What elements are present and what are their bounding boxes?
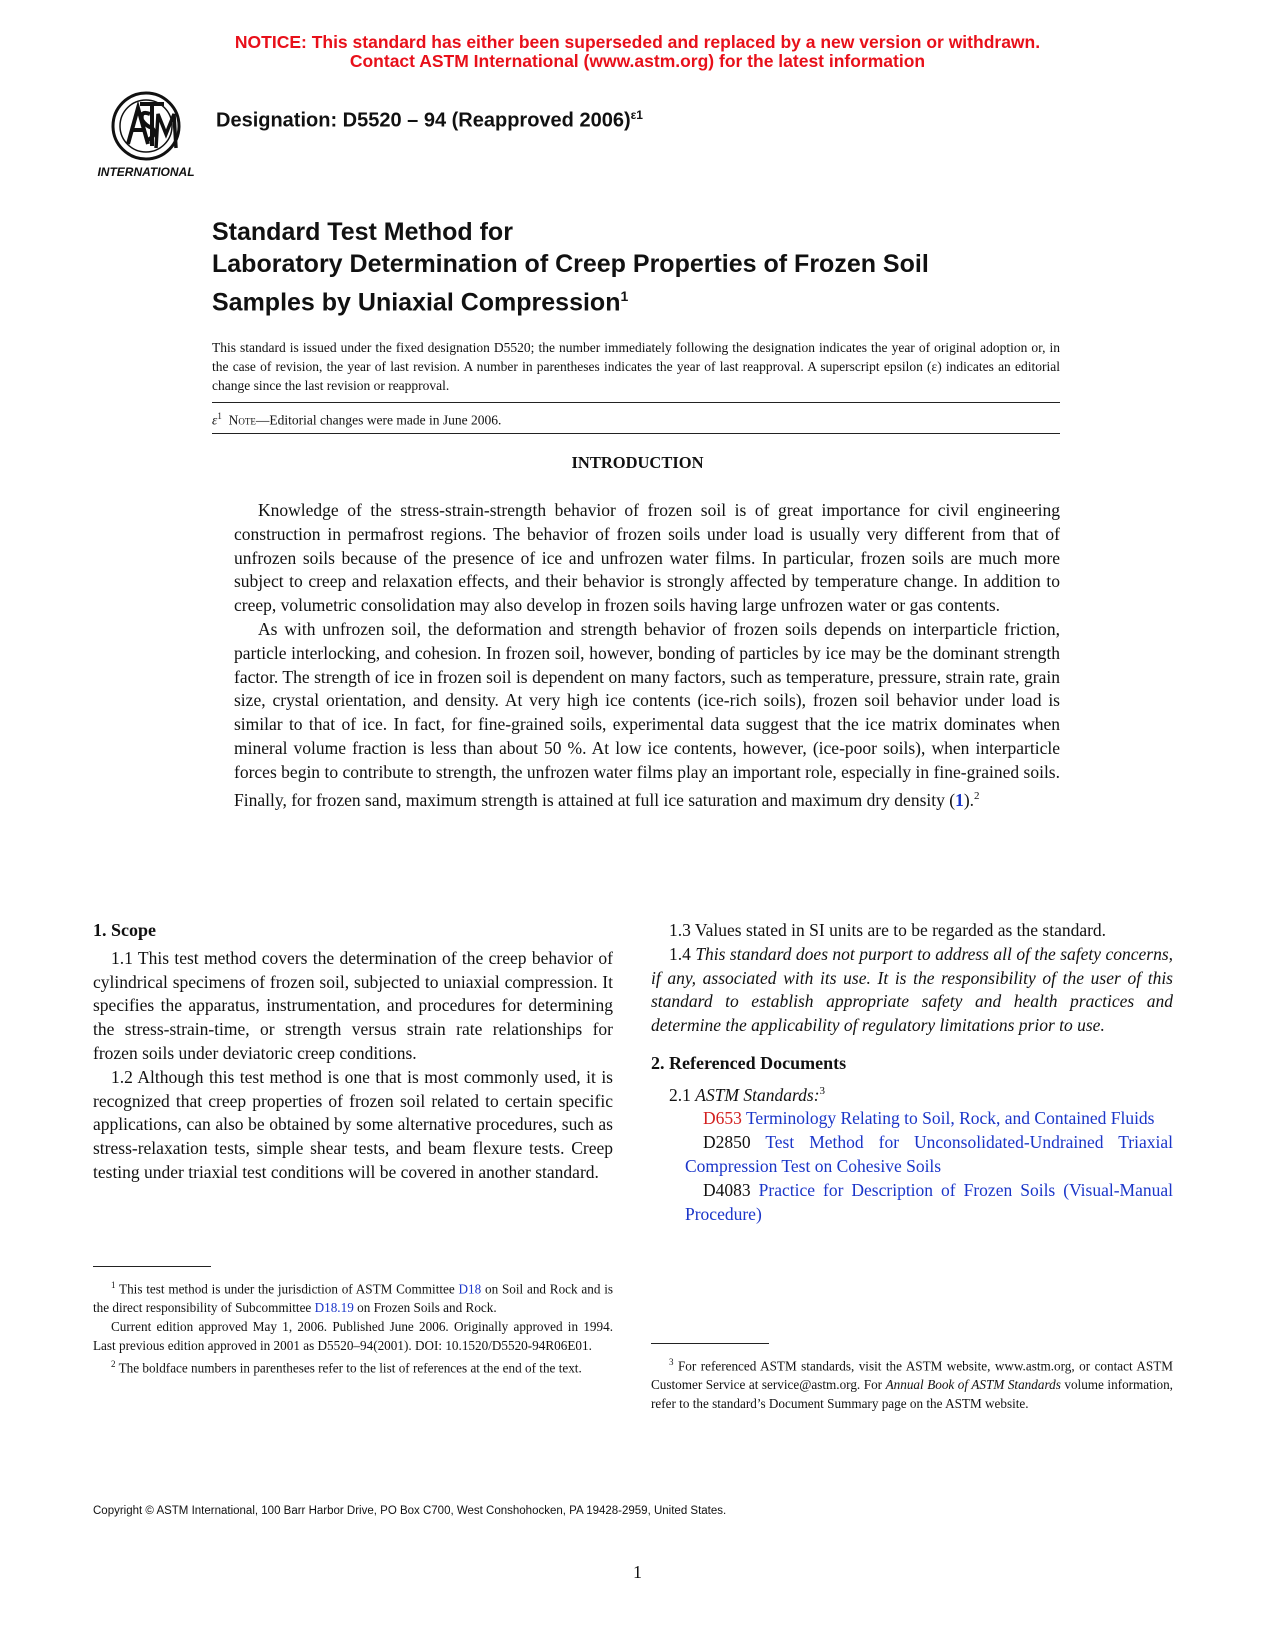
section-1-4-number: 1.4 — [669, 943, 691, 964]
divider-top — [212, 402, 1060, 403]
footnote-3 — [651, 1353, 1173, 1413]
note-text: —Editorial changes were made in June 2006. — [255, 412, 502, 428]
section-1-4 — [651, 943, 1173, 1038]
title-line-3: Samples by Uniaxial Compression — [212, 288, 621, 317]
footnote-rule-left — [93, 1266, 211, 1267]
title-line-1: Standard Test Method for — [212, 218, 513, 246]
introduction-heading: INTRODUCTION — [571, 453, 704, 472]
section-2-1 — [651, 1080, 1173, 1108]
epsilon-note — [212, 411, 501, 429]
intro-paragraph-2 — [234, 618, 1060, 812]
reference-title-link[interactable]: Practice for Description of Frozen Soils (Visual-Manual Procedure) — [685, 1179, 1173, 1224]
issuance-statement: This standard is issued under the fixed designation D5520; the number immediately following the designation indicates the year of original adoption or, in the case of revision, the year of last revision. A number in parentheses indicates the year of last reapproval. A superscript epsilon (ε) indicates an editorial change since the last revision or reapproval. — [212, 340, 1060, 393]
reference-link-1[interactable]: 1 — [955, 789, 964, 810]
designation — [216, 108, 643, 133]
footnote-rule-right — [651, 1343, 769, 1344]
reference-code[interactable]: D653 — [703, 1108, 742, 1129]
reference-item — [651, 1179, 1173, 1227]
designation-label: Designation: D5520 – 94 (Reapproved 2006) — [216, 109, 631, 132]
notice-line-1: NOTICE: This standard has either been superseded and replaced by a new version or withdrawn. — [234, 32, 1041, 52]
designation-superscript: ε1 — [630, 108, 643, 122]
reference-code: D2850 — [703, 1132, 751, 1153]
footnote-1-text-c: on Frozen Soils and Rock. — [353, 1300, 497, 1316]
intro-paragraph-2-end: ). — [963, 789, 975, 810]
footnote-1-text-a: This test method is under the jurisdiction of ASTM Committee — [119, 1281, 459, 1297]
section-1-4-text: This standard does not purport to address all of the safety concerns, if any, associated with its use. It is the responsibility of the user of this standard to establish appropriate safety and health practices and determine the applicability of regulatory limitations prior to use. — [651, 943, 1174, 1036]
title-line-2: Laboratory Determination of Creep Properties of Frozen Soil — [212, 250, 929, 278]
note-label: Note — [228, 412, 256, 428]
footnote-mark-3: 3 — [819, 1084, 826, 1097]
notice-line-2: Contact ASTM International (www.astm.org) for the latest information — [349, 51, 926, 71]
copyright-line: Copyright © ASTM International, 100 Barr Harbor Drive, PO Box C700, West Conshohocken, PA 19428-2959, United States. — [93, 1505, 727, 1517]
epsilon-sup: 1 — [217, 411, 222, 421]
reference-code: D4083 — [703, 1179, 751, 1200]
reference-title-link[interactable]: Terminology Relating to Soil, Rock, and Contained Fluids — [745, 1108, 1155, 1129]
section-2-1-number: 2.1 — [669, 1084, 691, 1105]
footnote-2 — [93, 1355, 613, 1377]
referenced-documents-heading: 2. Referenced Documents — [651, 1052, 847, 1073]
footnote-1-text-b: on Soil and Rock and is the direct responsibility of Subcommittee — [93, 1281, 613, 1316]
subcommittee-d18-19-link[interactable]: D18.19 — [314, 1300, 354, 1316]
footnote-3-text-b: volume information, refer to the standard’s Document Summary page on the ASTM website. — [651, 1377, 1173, 1412]
footnote-mark-2: 2 — [974, 789, 980, 802]
left-column — [93, 919, 613, 1185]
reference-title-link[interactable]: Test Method for Unconsolidated-Undrained Triaxial Compression Test on Cohesive Soils — [685, 1132, 1173, 1176]
intro-paragraph-2-text: As with unfrozen soil, the deformation and strength behavior of frozen soils depends on interparticle friction, particle interlocking, and cohesion. In frozen soil, however, bonding of particles by ice may be the dominant strength factor. The strength of ice in frozen soil is dependent on many factors, such as temperature, pressure, strain rate, grain size, crystal orientation, and density. At very high ice contents (ice-rich soils), frozen soil behavior under load is similar to that of ice. In fact, for fine-grained soils, experimental data suggest that the ice matrix dominates when mineral volume fraction is less than about 50 %. At low ice contents, however, (ice-poor soils), when interparticle forces begin to contribute to strength, the unfrozen water films play an important role, especially in fine-grained soils. Finally, for frozen sand, maximum strength is attained at full ice saturation and maximum dry density ( — [234, 618, 1060, 810]
footnote-1-edition: Current edition approved May 1, 2006. Published June 2006. Originally approved in 1994. Last previous edition approved in 2001 as D5520–94(2001). DOI: 10.1520/D5520-94R06E01. — [93, 1319, 613, 1354]
document-title — [212, 216, 1092, 318]
footnote-3-mark: 3 — [669, 1357, 674, 1367]
scope-heading: 1. Scope — [93, 920, 156, 940]
footnote-3-italic: Annual Book of ASTM Standards — [885, 1377, 1061, 1393]
introduction-body — [234, 499, 1060, 812]
section-2-1-label: ASTM Standards: — [695, 1084, 820, 1105]
footnotes-left — [93, 1276, 613, 1378]
footnote-2-mark: 2 — [111, 1359, 116, 1370]
footnote-1 — [93, 1276, 613, 1317]
logo-text: INTERNATIONAL — [97, 165, 195, 179]
footnote-2-text: The boldface numbers in parentheses refer to the list of references at the end of the text. — [118, 1360, 582, 1376]
section-1-1: 1.1 This test method covers the determination of the creep behavior of cylindrical specimens of frozen soil, subjected to uniaxial compression. It specifies the apparatus, instrumentation, and procedures for determining the stress-strain-time, or strength versus strain rate relationships for frozen soils under deviatoric creep conditions. — [93, 947, 613, 1063]
footnotes-right — [651, 1353, 1173, 1413]
epsilon-mark: ε — [212, 412, 218, 428]
footnote-3-text-a: For referenced ASTM standards, visit the ASTM website, www.astm.org, or contact ASTM Customer Service at service@astm.org. For — [651, 1358, 1173, 1393]
title-footnote-mark: 1 — [620, 288, 629, 304]
reference-item — [651, 1107, 1173, 1131]
reference-item — [651, 1131, 1173, 1179]
divider-bottom — [212, 433, 1060, 434]
committee-d18-link[interactable]: D18 — [458, 1281, 482, 1297]
astm-logo-graphic — [88, 88, 208, 188]
withdrawal-notice — [0, 33, 1275, 71]
section-1-3: 1.3 Values stated in SI units are to be regarded as the standard. — [669, 920, 1107, 940]
section-1-2: 1.2 Although this test method is one that is most commonly used, it is recognized that creep properties of frozen soil related to certain specific applications, can also be obtained by some alternative procedures, such as stress-relaxation tests, simple shear tests, and beam flexure tests. Creep testing under triaxial test conditions will be covered in another standard. — [93, 1066, 613, 1182]
page-number: 1 — [633, 1562, 642, 1582]
right-column — [651, 919, 1173, 1226]
footnote-1-mark: 1 — [111, 1280, 116, 1290]
intro-paragraph-1: Knowledge of the stress-strain-strength behavior of frozen soil is of great importance for civil engineering construction in permafrost regions. The behavior of frozen soils under load is usually very different from that of unfrozen soils because of the presence of ice and unfrozen water films. In particular, frozen soils are much more subject to creep and relaxation effects, and their behavior is strongly affected by temperature change. In addition to creep, volumetric consolidation may also develop in frozen soils having large unfrozen water or gas contents. — [234, 500, 1060, 616]
astm-logo-icon — [88, 88, 208, 188]
